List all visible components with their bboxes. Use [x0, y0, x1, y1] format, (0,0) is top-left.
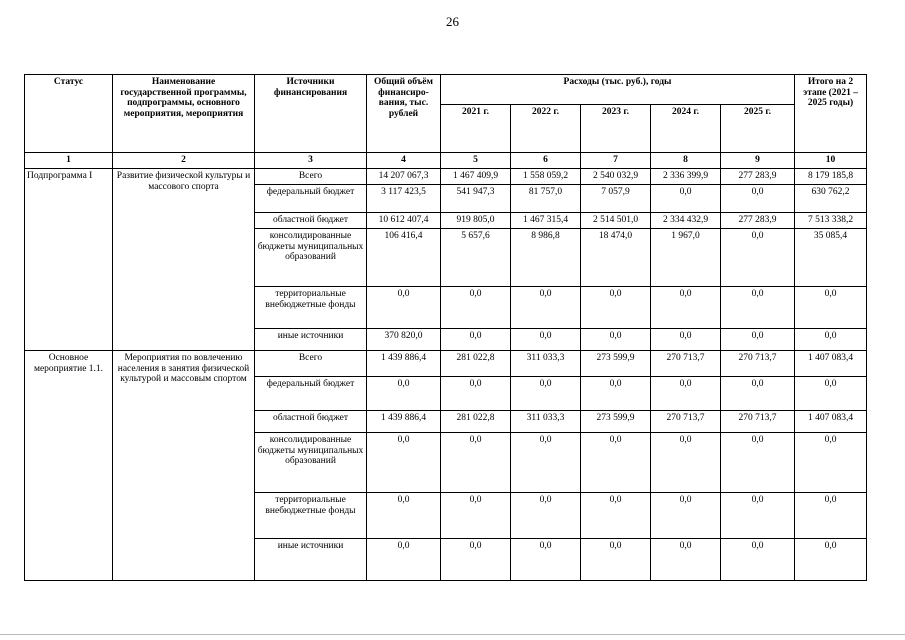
- cell-value: 0,0: [511, 287, 581, 329]
- cell-value: 0,0: [441, 433, 511, 493]
- cell-value: 277 283,9: [721, 169, 795, 185]
- cell-value: 0,0: [795, 329, 867, 351]
- cell-value: 0,0: [511, 329, 581, 351]
- cell-value: 0,0: [441, 377, 511, 411]
- cell-value: 2 540 032,9: [581, 169, 651, 185]
- column-number: 4: [367, 153, 441, 169]
- cell-value: 0,0: [581, 493, 651, 539]
- cell-value: 0,0: [511, 377, 581, 411]
- column-numbers-row: [25, 153, 867, 169]
- cell-value: 0,0: [651, 433, 721, 493]
- column-number: 2: [113, 153, 255, 169]
- cell-value: 0,0: [721, 433, 795, 493]
- cell-value: 0,0: [441, 329, 511, 351]
- row-source: федеральный бюджет: [255, 185, 367, 213]
- cell-value: 0,0: [581, 329, 651, 351]
- cell-value: 7 513 338,2: [795, 213, 867, 229]
- cell-value: 0,0: [367, 377, 441, 411]
- row-source: иные источники: [255, 539, 367, 581]
- cell-value: 0,0: [367, 493, 441, 539]
- cell-value: 0,0: [721, 229, 795, 287]
- column-number: 6: [511, 153, 581, 169]
- page-number: 26: [446, 14, 459, 29]
- cell-value: 0,0: [651, 377, 721, 411]
- column-number: 8: [651, 153, 721, 169]
- cell-value: 0,0: [581, 287, 651, 329]
- cell-value: 35 085,4: [795, 229, 867, 287]
- cell-value: 0,0: [651, 329, 721, 351]
- column-number: 1: [25, 153, 113, 169]
- cell-value: 270 713,7: [651, 411, 721, 433]
- cell-value: 0,0: [651, 287, 721, 329]
- row-source: Всего: [255, 351, 367, 377]
- cell-value: 0,0: [651, 493, 721, 539]
- cell-value: 630 762,2: [795, 185, 867, 213]
- cell-value: 0,0: [721, 493, 795, 539]
- cell-value: 0,0: [721, 539, 795, 581]
- cell-value: 0,0: [721, 377, 795, 411]
- cell-value: 270 713,7: [721, 351, 795, 377]
- header-year: 2024 г.: [651, 105, 721, 153]
- cell-value: 1 407 083,4: [795, 351, 867, 377]
- cell-value: 0,0: [581, 539, 651, 581]
- cell-value: 0,0: [581, 433, 651, 493]
- header-year: 2022 г.: [511, 105, 581, 153]
- cell-value: 0,0: [367, 433, 441, 493]
- cell-value: 1 439 886,4: [367, 411, 441, 433]
- cell-value: 0,0: [795, 287, 867, 329]
- cell-value: 2 336 399,9: [651, 169, 721, 185]
- page-edge-divider: [0, 634, 905, 635]
- cell-value: 0,0: [441, 287, 511, 329]
- cell-value: 18 474,0: [581, 229, 651, 287]
- row-status: Основное мероприятие 1.1.: [25, 351, 113, 581]
- row-source: территориальные внебюджетные фонды: [255, 493, 367, 539]
- header-sources: Источники финансирования: [255, 75, 367, 153]
- cell-value: 0,0: [511, 539, 581, 581]
- cell-value: 270 713,7: [721, 411, 795, 433]
- cell-value: 0,0: [441, 539, 511, 581]
- row-source: областной бюджет: [255, 213, 367, 229]
- row-program-name: Развитие физической культуры и массового спорта: [113, 169, 255, 351]
- cell-value: 106 416,4: [367, 229, 441, 287]
- row-source: территориальные внебюджетные фонды: [255, 287, 367, 329]
- cell-value: 5 657,6: [441, 229, 511, 287]
- cell-value: 0,0: [795, 377, 867, 411]
- cell-value: 0,0: [581, 377, 651, 411]
- header-year: 2025 г.: [721, 105, 795, 153]
- column-number: 9: [721, 153, 795, 169]
- cell-value: 1 467 409,9: [441, 169, 511, 185]
- cell-value: 2 514 501,0: [581, 213, 651, 229]
- row-status: Подпрограмма I: [25, 169, 113, 351]
- cell-value: 1 558 059,2: [511, 169, 581, 185]
- cell-value: 0,0: [721, 329, 795, 351]
- cell-value: 0,0: [511, 493, 581, 539]
- cell-value: 277 283,9: [721, 213, 795, 229]
- cell-value: 8 179 185,8: [795, 169, 867, 185]
- cell-value: 311 033,3: [511, 411, 581, 433]
- cell-value: 0,0: [795, 433, 867, 493]
- header-expenses: Расходы (тыс. руб.), годы: [441, 75, 795, 105]
- column-number: 7: [581, 153, 651, 169]
- cell-value: 0,0: [367, 287, 441, 329]
- column-number: 5: [441, 153, 511, 169]
- cell-value: 1 407 083,4: [795, 411, 867, 433]
- header-name: Наименование государственной программы, подпрограммы, основного мероприятия, мероприятия: [113, 75, 255, 153]
- row-source: областной бюджет: [255, 411, 367, 433]
- cell-value: 0,0: [441, 493, 511, 539]
- cell-value: 81 757,0: [511, 185, 581, 213]
- cell-value: 2 334 432,9: [651, 213, 721, 229]
- row-source: иные источники: [255, 329, 367, 351]
- cell-value: 311 033,3: [511, 351, 581, 377]
- cell-value: 0,0: [651, 539, 721, 581]
- table-row: [25, 169, 867, 185]
- header-year: 2023 г.: [581, 105, 651, 153]
- table-row: [25, 351, 867, 377]
- cell-value: 270 713,7: [651, 351, 721, 377]
- row-source: федеральный бюджет: [255, 377, 367, 411]
- column-number: 10: [795, 153, 867, 169]
- header-year: 2021 г.: [441, 105, 511, 153]
- cell-value: 281 022,8: [441, 411, 511, 433]
- cell-value: 0,0: [795, 539, 867, 581]
- cell-value: 1 439 886,4: [367, 351, 441, 377]
- column-number: 3: [255, 153, 367, 169]
- cell-value: 1 967,0: [651, 229, 721, 287]
- row-source: Всего: [255, 169, 367, 185]
- cell-value: 0,0: [511, 433, 581, 493]
- cell-value: 0,0: [367, 539, 441, 581]
- header-status: Статус: [25, 75, 113, 153]
- cell-value: 273 599,9: [581, 411, 651, 433]
- cell-value: 0,0: [795, 493, 867, 539]
- cell-value: 919 805,0: [441, 213, 511, 229]
- cell-value: 1 467 315,4: [511, 213, 581, 229]
- cell-value: 7 057,9: [581, 185, 651, 213]
- cell-value: 0,0: [721, 287, 795, 329]
- cell-value: 281 022,8: [441, 351, 511, 377]
- cell-value: 8 986,8: [511, 229, 581, 287]
- header-total: Общий объём финансиро-вания, тыс. рублей: [367, 75, 441, 153]
- cell-value: 541 947,3: [441, 185, 511, 213]
- cell-value: 0,0: [721, 185, 795, 213]
- cell-value: 14 207 067,3: [367, 169, 441, 185]
- row-program-name: Мероприятия по вовлечению населения в занятия физической культурой и массовым спортом: [113, 351, 255, 581]
- header-stage-total: Итого на 2 этапе (2021 – 2025 годы): [795, 75, 867, 153]
- cell-value: 273 599,9: [581, 351, 651, 377]
- cell-value: 10 612 407,4: [367, 213, 441, 229]
- cell-value: 0,0: [651, 185, 721, 213]
- row-source: консолидированные бюджеты муниципальных образований: [255, 433, 367, 493]
- cell-value: 370 820,0: [367, 329, 441, 351]
- cell-value: 3 117 423,5: [367, 185, 441, 213]
- row-source: консолидированные бюджеты муниципальных образований: [255, 229, 367, 287]
- funding-table: [24, 74, 867, 581]
